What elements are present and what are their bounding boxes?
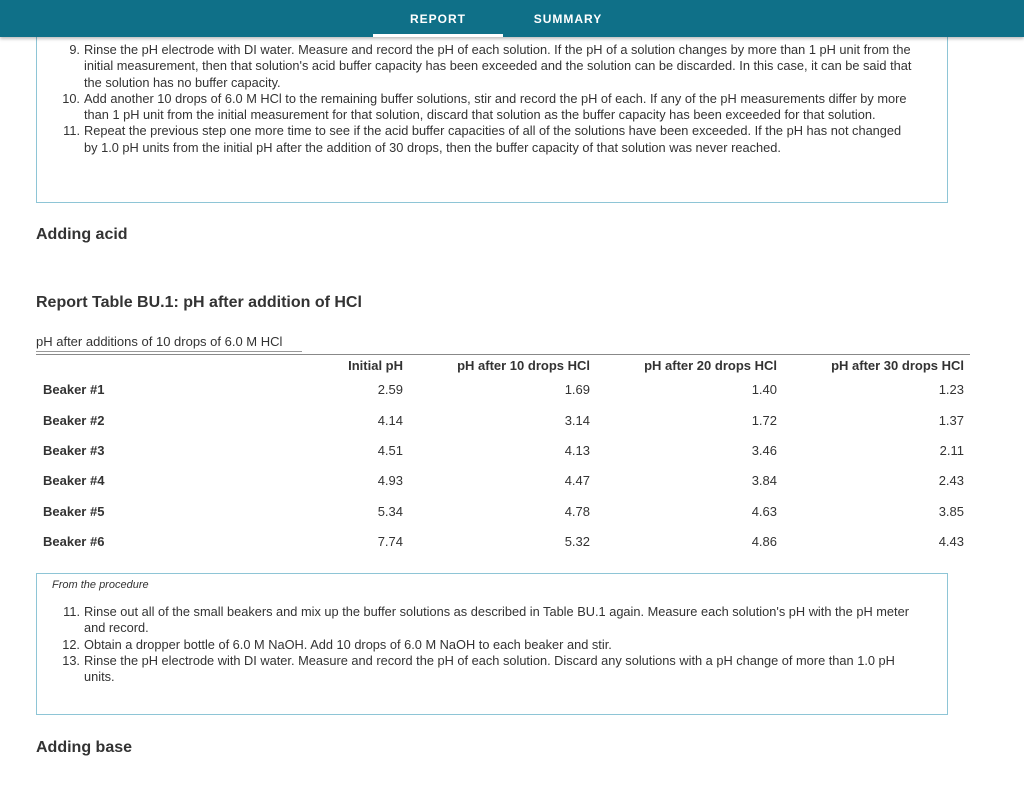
table-cell: 1.23 (938, 382, 964, 397)
table-cell: 4.51 (377, 443, 403, 458)
table-cell: 3.85 (938, 504, 964, 519)
table-caption: pH after additions of 10 drops of 6.0 M HCl (36, 334, 283, 349)
column-header-10-drops: pH after 10 drops HCl (457, 358, 590, 373)
row-label-beaker-4: Beaker #4 (43, 473, 105, 488)
tab-report[interactable] (373, 0, 503, 37)
tab-summary[interactable] (503, 0, 633, 37)
row-label-beaker-5: Beaker #5 (43, 504, 105, 519)
section-heading-acid: Adding acid (36, 226, 128, 243)
table-cell: 5.34 (377, 504, 403, 519)
table-cell: 3.46 (751, 443, 777, 458)
procedure-step: 13. Rinse the pH electrode with DI water. Measure and record the pH of each solution. Discard any solutions with a pH change of more than 1.0 pH units. (62, 652, 895, 685)
column-header-30-drops: pH after 30 drops HCl (831, 358, 964, 373)
acid-procedure-steps (47, 42, 917, 156)
tab-summary-label: SUMMARY (533, 11, 603, 26)
table-cell: 4.14 (377, 413, 403, 428)
tab-report-label: REPORT (409, 11, 466, 26)
row-label-beaker-6: Beaker #6 (43, 534, 105, 549)
table-cell: 1.69 (564, 382, 590, 397)
procedure-step: 10. Add another 10 drops of 6.0 M HCl to the remaining buffer solutions, stir and record the pH of each. If any of the pH measurements differ by more than 1 pH unit from the initial measurement for that solution, discard that solution as the buffer capacity has been exceeded for that solution. (62, 90, 907, 123)
column-header-20-drops: pH after 20 drops HCl (644, 358, 777, 373)
table-cell: 2.11 (939, 443, 964, 458)
table-cell: 2.59 (377, 382, 403, 397)
table-cell: 2.43 (938, 473, 964, 488)
top-nav-bar (0, 0, 1024, 37)
row-label-beaker-2: Beaker #2 (43, 413, 105, 428)
row-label-beaker-1: Beaker #1 (43, 382, 105, 397)
active-tab-indicator (373, 34, 503, 37)
table-cell: 4.78 (564, 504, 590, 519)
table-cell: 3.84 (751, 473, 777, 488)
table-cell: 4.63 (751, 504, 777, 519)
table-cell: 4.13 (564, 443, 590, 458)
table-cell: 3.14 (564, 413, 590, 428)
table-cell: 1.72 (751, 413, 777, 428)
row-label-beaker-3: Beaker #3 (43, 443, 105, 458)
procedure-label: From the procedure (52, 579, 149, 591)
procedure-step: 9. Rinse the pH electrode with DI water. Measure and record the pH of each solution. If the pH of a solution changes by more than 1 pH unit from the initial measurement, then that solution's acid buffer capacity has been exceeded and the solution can be discarded. In this case, it can be said that the solution has no buffer capacity. (69, 42, 912, 90)
procedure-step: 11. Repeat the previous step one more time to see if the acid buffer capacities of all of the solutions have been exceeded. If the pH has not changed by 1.0 pH units from the initial pH after the addition of 30 drops, then the buffer capacity of that solution was never reached. (63, 123, 902, 155)
procedure-step: 12. Obtain a dropper bottle of 6.0 M NaOH. Add 10 drops of 6.0 M NaOH to each beaker and stir. (62, 636, 612, 652)
table-cell: 1.40 (751, 382, 777, 397)
table-cell: 4.86 (751, 534, 777, 549)
table-cell: 4.43 (938, 534, 964, 549)
section-heading-base: Adding base (36, 739, 133, 756)
table-cell: 4.93 (377, 473, 403, 488)
table-cell: 7.74 (377, 534, 403, 549)
table-cell: 4.47 (564, 473, 590, 488)
table-title: Report Table BU.1: pH after addition of HCl (36, 294, 362, 311)
caption-divider (36, 351, 302, 352)
base-procedure-steps (47, 604, 917, 685)
table-cell: 1.37 (938, 413, 964, 428)
column-header-initial-ph: Initial pH (348, 358, 403, 373)
procedure-step: 11. Rinse out all of the small beakers and mix up the buffer solutions as described in Table BU.1 again. Measure each solution's pH with the pH meter and record. (63, 604, 909, 636)
table-header-divider (36, 354, 970, 355)
table-cell: 5.32 (564, 534, 590, 549)
